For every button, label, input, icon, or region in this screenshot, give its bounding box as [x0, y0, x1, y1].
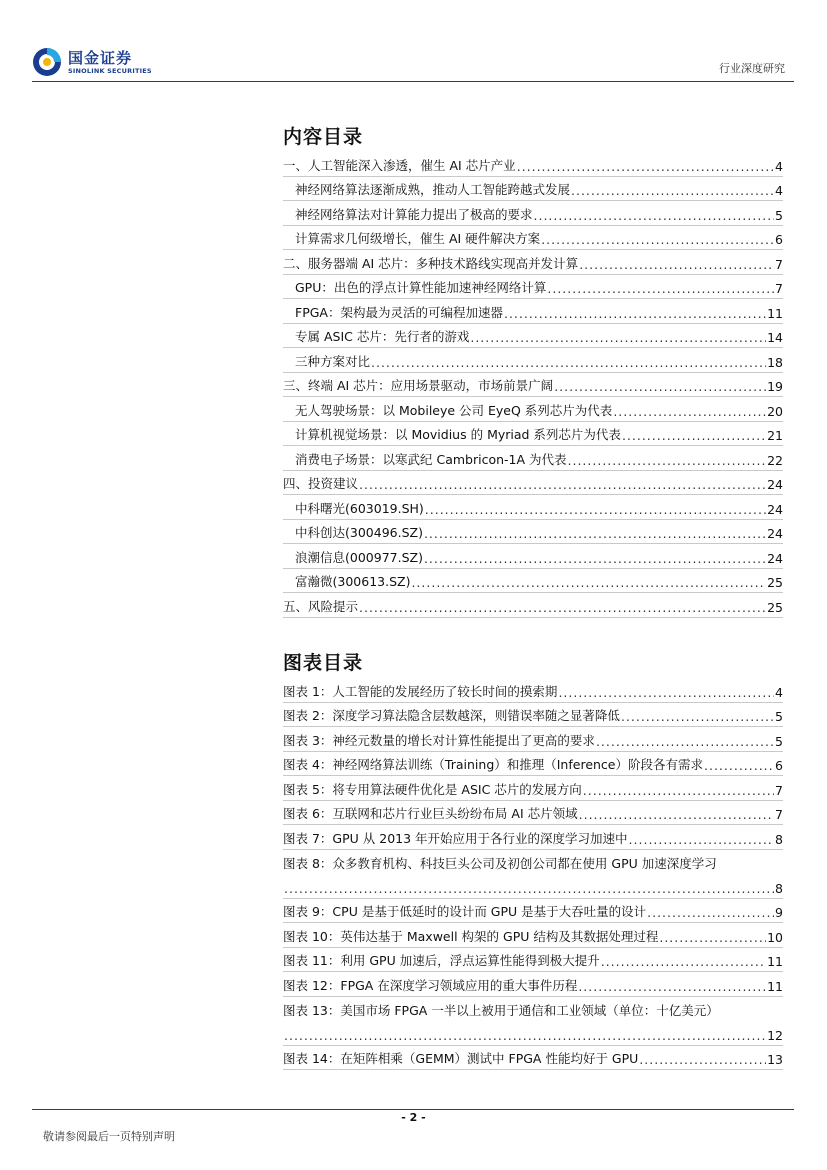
- toc-entry[interactable]: [283, 373, 783, 398]
- figure-entry-page: 10: [767, 929, 783, 945]
- figure-entry[interactable]: [283, 678, 783, 703]
- toc-leader-dots: [571, 183, 774, 198]
- figure-leader-dots: [659, 930, 766, 945]
- figure-entry[interactable]: [283, 727, 783, 752]
- page-number: - 2 -: [401, 1111, 426, 1124]
- figure-entry-text: 图表 8：众多教育机构、科技巨头公司及初创公司都在使用 GPU 加速深度学习: [283, 855, 717, 871]
- toc-entry-page: 18: [767, 354, 783, 370]
- figure-entry[interactable]: [283, 776, 783, 801]
- footer-disclaimer: 敬请参阅最后一页特别声明: [43, 1130, 175, 1143]
- toc-entry-text: 富瀚微(300613.SZ): [295, 574, 411, 589]
- toc-entry-text: 二、服务器端 AI 芯片：多种技术路线实现高并发计算: [283, 255, 579, 271]
- toc-entry-page: 24: [767, 501, 783, 517]
- figure-entry-page: 6: [775, 758, 783, 773]
- figure-entry-text: 图表 9：CPU 是基于低延时的设计而 GPU 是基于大吞吐量的设计: [283, 904, 647, 919]
- figure-entry-text: 图表 3：神经元数量的增长对计算性能提出了更高的要求: [283, 732, 595, 748]
- toc-entry-text: 消费电子场景：以寒武纪 Cambricon-1A 为代表: [295, 451, 567, 467]
- toc-entry[interactable]: [283, 152, 783, 177]
- figures-title: 图表目录: [283, 652, 364, 674]
- toc-entry[interactable]: [283, 324, 783, 349]
- toc-entry[interactable]: [283, 593, 783, 618]
- figure-entry-page: 11: [767, 978, 783, 994]
- toc-entry[interactable]: [283, 177, 783, 202]
- figure-entry-page: 7: [775, 782, 783, 798]
- toc-entry[interactable]: [283, 348, 783, 373]
- toc-entry-page: 4: [775, 183, 783, 198]
- toc-entry-text: 计算需求几何级增长，催生 AI 硬件解决方案: [295, 231, 541, 246]
- toc-entry-text: 神经网络算法对计算能力提出了极高的要求: [295, 206, 533, 222]
- figure-leader-dots: [579, 807, 774, 822]
- figure-entry-page: 4: [775, 684, 783, 700]
- toc-entry[interactable]: [283, 299, 783, 324]
- toc-entry-page: 25: [767, 575, 783, 590]
- figure-entry-page: 11: [767, 954, 783, 969]
- figure-leader-dots: [596, 734, 774, 749]
- toc-entry-text: 计算机视觉场景：以 Movidius 的 Myriad 系列芯片为代表: [295, 427, 621, 442]
- toc-entry[interactable]: [283, 520, 783, 545]
- toc-entry[interactable]: [283, 397, 783, 422]
- figure-entry-text: 图表 10：英伟达基于 Maxwell 构架的 GPU 结构及其数据处理过程: [283, 928, 659, 944]
- toc-entry-page: 21: [767, 428, 783, 443]
- toc-entry[interactable]: [283, 471, 783, 496]
- figure-entry-page: 8: [775, 880, 783, 896]
- figure-entry[interactable]: [283, 948, 783, 973]
- figure-entry-text: 图表 5：将专用算法硬件优化是 ASIC 芯片的发展方向: [283, 781, 582, 797]
- toc-title: 内容目录: [283, 126, 364, 148]
- figure-entry[interactable]: [283, 752, 783, 777]
- figure-entry[interactable]: [283, 899, 783, 924]
- page-header: [0, 0, 827, 84]
- figures-list: [283, 678, 783, 1070]
- toc-list: [283, 152, 783, 618]
- toc-entry-text: 四、投资建议: [283, 476, 359, 491]
- toc-leader-dots: [411, 575, 766, 590]
- toc-entry-page: 25: [767, 599, 783, 615]
- toc-entry-page: 24: [767, 477, 783, 492]
- header-divider: [32, 81, 794, 82]
- toc-leader-dots: [359, 477, 766, 492]
- figure-entry-page: 5: [775, 733, 783, 749]
- figure-entry-text: 图表 12：FPGA 在深度学习领域应用的重大事件历程: [283, 977, 578, 993]
- report-type: 行业深度研究: [719, 62, 785, 75]
- toc-entry-page: 4: [775, 158, 783, 174]
- figure-entry-text: 图表 13：美国市场 FPGA 一半以上被用于通信和工业领域（单位：十亿美元）: [283, 1002, 719, 1018]
- figure-entry[interactable]: [283, 972, 783, 997]
- toc-entry[interactable]: [283, 569, 783, 594]
- toc-entry-page: 24: [767, 550, 783, 566]
- figure-leader-dots: [284, 881, 774, 896]
- toc-leader-dots: [424, 551, 766, 566]
- toc-leader-dots: [424, 526, 766, 541]
- figure-entry-page: 5: [775, 709, 783, 724]
- figure-entry-text: 图表 14：在矩阵相乘（GEMM）测试中 FPGA 性能均好于 GPU: [283, 1051, 639, 1066]
- toc-leader-dots: [554, 379, 766, 394]
- toc-entry-page: 5: [775, 207, 783, 223]
- toc-leader-dots: [568, 453, 767, 468]
- figure-leader-dots: [629, 832, 775, 847]
- figure-leader-dots: [639, 1052, 766, 1067]
- figure-leader-dots: [621, 709, 774, 724]
- toc-entry-text: 专属 ASIC 芯片：先行者的游戏: [295, 329, 470, 344]
- toc-entry-page: 6: [775, 232, 783, 247]
- figure-leader-dots: [578, 979, 766, 994]
- figure-entry-text: 图表 4：神经网络算法训练（Training）和推理（Inference）阶段各有需求: [283, 757, 703, 772]
- toc-entry[interactable]: [283, 544, 783, 569]
- figure-entry[interactable]: [283, 801, 783, 826]
- toc-entry-text: GPU：出色的浮点计算性能加速神经网络计算: [295, 280, 547, 295]
- toc-entry-page: 22: [767, 452, 783, 468]
- toc-entry-page: 7: [775, 281, 783, 296]
- toc-leader-dots: [579, 257, 774, 272]
- figure-entry-text: 图表 6：互联网和芯片行业巨头纷纷布局 AI 芯片领域: [283, 806, 578, 821]
- logo-en-text: SINOLINK SECURITIES: [68, 66, 152, 75]
- figure-entry-page: 13: [767, 1052, 783, 1067]
- toc-entry-text: 无人驾驶场景：以 Mobileye 公司 EyeQ 系列芯片为代表: [295, 402, 613, 418]
- toc-entry-text: 一、人工智能深入渗透，催生 AI 芯片产业: [283, 157, 516, 173]
- toc-entry-text: 中科创达(300496.SZ): [295, 525, 423, 540]
- figure-leader-dots: [601, 954, 766, 969]
- toc-entry[interactable]: [283, 422, 783, 447]
- toc-entry-text: 三、终端 AI 芯片：应用场景驱动，市场前景广阔: [283, 378, 554, 393]
- toc-entry-text: 三种方案对比: [295, 353, 371, 369]
- toc-entry[interactable]: [283, 275, 783, 300]
- figure-leader-dots: [647, 905, 774, 920]
- toc-entry-text: 浪潮信息(000977.SZ): [295, 549, 423, 565]
- figure-entry[interactable]: [283, 703, 783, 728]
- toc-leader-dots: [371, 355, 766, 370]
- figure-leader-dots: [583, 783, 774, 798]
- figure-entry-page: 9: [775, 905, 783, 920]
- figure-entry[interactable]: [283, 850, 783, 899]
- figure-entry-text: 图表 1：人工智能的发展经历了较长时间的摸索期: [283, 683, 558, 699]
- toc-leader-dots: [425, 502, 766, 517]
- figure-leader-dots: [284, 1028, 766, 1043]
- figure-entry-page: 12: [767, 1027, 783, 1043]
- company-logo: [32, 47, 152, 77]
- toc-leader-dots: [470, 330, 766, 345]
- figure-entry-text: 图表 7：GPU 从 2013 年开始应用于各行业的深度学习加速中: [283, 830, 628, 846]
- toc-leader-dots: [613, 404, 766, 419]
- toc-leader-dots: [517, 159, 774, 174]
- figure-leader-dots: [704, 758, 774, 773]
- figure-entry-text: 图表 11：利用 GPU 加速后，浮点运算性能得到极大提升: [283, 953, 600, 968]
- figure-entry[interactable]: [283, 825, 783, 850]
- toc-entry-page: 11: [767, 305, 783, 321]
- footer-divider: [32, 1109, 794, 1110]
- toc-entry[interactable]: [283, 495, 783, 520]
- toc-leader-dots: [547, 281, 774, 296]
- toc-leader-dots: [534, 208, 775, 223]
- toc-entry-page: 14: [767, 330, 783, 345]
- figure-entry-text: 图表 2：深度学习算法隐含层数越深，则错误率随之显著降低: [283, 708, 620, 723]
- figure-leader-dots: [558, 685, 774, 700]
- toc-entry-text: FPGA：架构最为灵活的可编程加速器: [295, 304, 503, 320]
- figure-entry-page: 8: [775, 831, 783, 847]
- logo-icon: [32, 47, 62, 77]
- toc-leader-dots: [622, 428, 766, 443]
- toc-entry[interactable]: [283, 226, 783, 251]
- toc-entry-text: 中科曙光(603019.SH): [295, 500, 424, 516]
- toc-entry-text: 五、风险提示: [283, 598, 359, 614]
- toc-entry[interactable]: [283, 250, 783, 275]
- toc-entry-page: 20: [767, 403, 783, 419]
- toc-entry[interactable]: [283, 201, 783, 226]
- toc-entry-page: 7: [775, 256, 783, 272]
- figure-entry[interactable]: [283, 923, 783, 948]
- figure-entry[interactable]: [283, 997, 783, 1046]
- figure-entry-page: 7: [775, 807, 783, 822]
- logo-cn-text: 国金证券: [68, 48, 133, 67]
- toc-leader-dots: [359, 600, 766, 615]
- toc-entry-page: 24: [767, 526, 783, 541]
- toc-entry[interactable]: [283, 446, 783, 471]
- figure-entry[interactable]: [283, 1046, 783, 1071]
- toc-leader-dots: [541, 232, 774, 247]
- toc-entry-text: 神经网络算法逐渐成熟，推动人工智能跨越式发展: [295, 182, 571, 197]
- toc-leader-dots: [504, 306, 766, 321]
- toc-entry-page: 19: [767, 379, 783, 394]
